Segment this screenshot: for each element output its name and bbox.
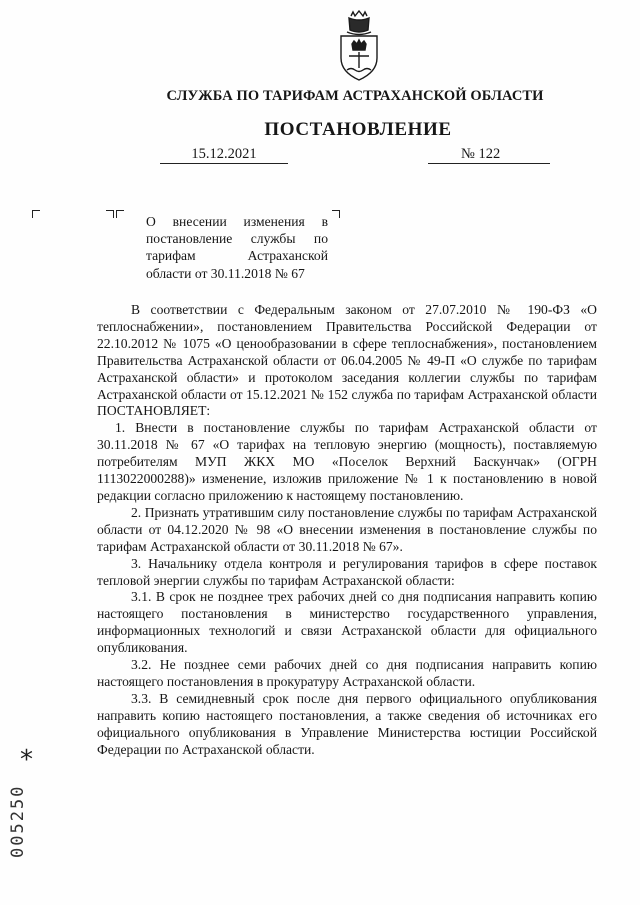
margin-star-mark: * — [20, 745, 33, 775]
document-number: № 122 — [461, 146, 501, 162]
clause-1: 1. Внести в постановление службы по тарифам Астраханской области от 30.11.2018 № 67 «О тарифах на тепловую энергию (мощность), поставляемую потребителям МУП ЖКХ МО «Поселок Верхний Баскунчак» (ОГРН 1113022000288)» изменение, изложив приложение № 1 к постановлению в новой редакции согласно приложению к настоящему постановлению. — [97, 420, 597, 503]
clause-2: 2. Признать утратившим силу постановление службы по тарифам Астраханской области от 04.12.2020 № 98 «О внесении изменения в постановление службы по тарифам Астраханской области от 30.11.2018 № 67». — [97, 504, 597, 554]
clause-3-3: 3.3. В семидневный срок после дня первого официального опубликования направить копию настоящего постановления, а также сведения об источниках его официального опубликования в Управление Министерства юстиции Российской Федерации по Астраханской области. — [97, 690, 597, 757]
bracket-corner-top-left — [32, 210, 40, 218]
preamble-paragraph: В соответствии с Федеральным законом от 27.07.2010 № 190-ФЗ «О теплоснабжении», постановлением Правительства Российской Федерации от 22.10.2012 № 1075 «О ценообразовании в сфере теплоснабжения», постановлением Правительства Астраханской области от 06.04.2005 № 49-П «О службе по тарифам Астраханской области» и протоколом заседания коллегии службы по тарифам Астраханской области от 15.12.2021 № 152 служба по тарифам Астраханской области ПОСТАНОВЛЯЕТ: — [97, 302, 597, 419]
bracket-corner-top-right — [332, 210, 340, 218]
number-underline — [428, 163, 550, 164]
margin-stamp-number: 005250 — [8, 784, 28, 858]
date-underline — [160, 163, 288, 164]
organization-name: СЛУЖБА ПО ТАРИФАМ АСТРАХАНСКОЙ ОБЛАСТИ — [166, 88, 544, 104]
document-body — [97, 302, 597, 758]
astrakhan-coat-of-arms-icon — [333, 10, 385, 82]
document-date: 15.12.2021 — [191, 146, 257, 162]
document-subject: О внесении изменения в постановление службы по тарифам Астраханской области от 30.11.2018 № 67 — [146, 214, 328, 281]
clause-3-1: 3.1. В срок не позднее трех рабочих дней со дня подписания направить копию настоящего постановления в министерство государственного управления, информационных технологий и связи Астраханской области для официального опубликования. — [97, 589, 597, 656]
bracket-corner-top-left — [116, 210, 124, 218]
bracket-corner-top-left — [106, 210, 114, 218]
document-type-title: ПОСТАНОВЛЕНИЕ — [264, 119, 452, 140]
clause-3-2: 3.2. Не позднее семи рабочих дней со дня подписания направить копию настоящего постановления в прокуратуру Астраханской области. — [97, 657, 597, 689]
clause-3: 3. Начальнику отдела контроля и регулирования тарифов в сфере поставок тепловой энергии службы по тарифам Астраханской области: — [97, 555, 597, 588]
